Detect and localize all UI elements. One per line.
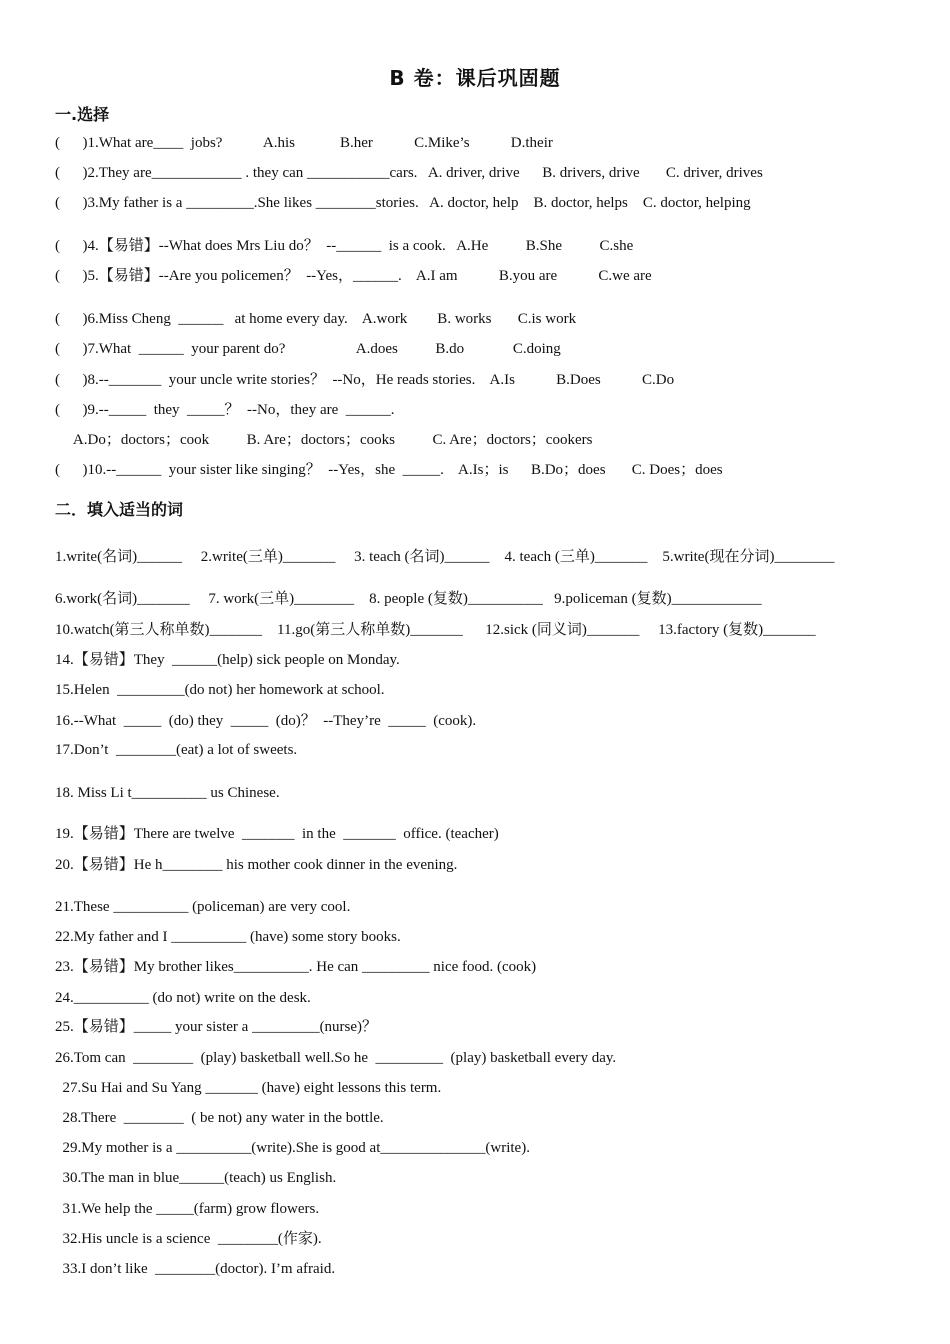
question-fill-26: 26.Tom can ________ (play) basketball well.So he _________ (play) basketball every day.: [55, 1050, 617, 1066]
question-fill-27: 27.Su Hai and Su Yang _______ (have) eight lessons this term.: [55, 1080, 442, 1096]
section-heading-choice: 一.选择: [55, 105, 110, 124]
question-choice-10: ( )10.--______ your sister like singing？ --Yes，she _____. A.Is；is B.Do；does C. Does；does: [55, 462, 723, 478]
question-fill-14: 14.【易错】They ______(help) sick people on Monday.: [55, 652, 400, 668]
question-choice-6: ( )6.Miss Cheng ______ at home every day. A.work B. works C.is work: [55, 311, 577, 327]
question-fill-30: 30.The man in blue______(teach) us English.: [55, 1170, 337, 1186]
question-fill-31: 31.We help the _____(farm) grow flowers.: [55, 1201, 320, 1217]
question-fill-22: 22.My father and I __________ (have) some story books.: [55, 929, 401, 945]
question-choice-7: ( )7.What ______ your parent do? A.does B.do C.doing: [55, 341, 561, 357]
question-fill-29: 29.My mother is a __________(write).She is good at______________(write).: [55, 1140, 530, 1156]
question-choice-2: ( )2.They are____________ . they can ___________cars. A. driver, drive B. drivers, drive C. driver, drives: [55, 165, 763, 181]
question-fill-23: 23.【易错】My brother likes__________. He can _________ nice food. (cook): [55, 959, 537, 975]
question-choice-3: ( )3.My father is a _________.She likes ________stories. A. doctor, help B. doctor, helps C. doctor, helping: [55, 195, 751, 211]
page-title: B 卷：课后巩固题: [389, 66, 561, 90]
question-choice-1: ( )1.What are____ jobs? A.his B.her C.Mike’s D.their: [55, 135, 553, 151]
question-fill-15: 15.Helen _________(do not) her homework at school.: [55, 682, 385, 698]
question-choice-4: ( )4.【易错】--What does Mrs Liu do？ --______ is a cook. A.He B.She C.she: [55, 238, 634, 254]
section-heading-fill: 二．填入适当的词: [55, 500, 184, 519]
question-fill-19: 19.【易错】There are twelve _______ in the _______ office. (teacher): [55, 826, 499, 842]
question-fill-25: 25.【易错】_____ your sister a _________(nurse)？: [55, 1019, 378, 1035]
question-fill-17: 17.Don’t ________(eat) a lot of sweets.: [55, 742, 298, 758]
question-choice-9: ( )9.--_____ they _____？ --No，they are ______.: [55, 402, 395, 418]
question-fill-21: 21.These __________ (policeman) are very cool.: [55, 899, 351, 915]
question-fill-10-13: 10.watch(第三人称单数)_______ 11.go(第三人称单数)_______ 12.sick (同义词)_______ 13.factory (复数)_______: [55, 622, 816, 638]
question-fill-18: 18. Miss Li t__________ us Chinese.: [55, 785, 280, 801]
question-choice-8: ( )8.--_______ your uncle write stories？ --No，He reads stories. A.Is B.Does C.Do: [55, 372, 675, 388]
question-choice-9-options: A.Do；doctors；cook B. Are；doctors；cooks C. Are；doctors；cookers: [55, 432, 593, 448]
question-fill-1-5: 1.write(名词)______ 2.write(三单)_______ 3. teach (名词)______ 4. teach (三单)_______ 5.write(现在分词)________: [55, 549, 835, 565]
question-fill-28: 28.There ________ ( be not) any water in the bottle.: [55, 1110, 384, 1126]
question-fill-20: 20.【易错】He h________ his mother cook dinner in the evening.: [55, 857, 458, 873]
question-choice-5: ( )5.【易错】--Are you policemen？ --Yes，______. A.I am B.you are C.we are: [55, 268, 652, 284]
question-fill-33: 33.I don’t like ________(doctor). I’m afraid.: [55, 1261, 336, 1277]
question-fill-16: 16.--What _____ (do) they _____ (do)？ --They’re _____ (cook).: [55, 713, 477, 729]
question-fill-32: 32.His uncle is a science ________(作家).: [55, 1231, 322, 1247]
question-fill-24: 24.__________ (do not) write on the desk.: [55, 990, 311, 1006]
question-fill-6-9: 6.work(名词)_______ 7. work(三单)________ 8. people (复数)__________ 9.policeman (复数)____________: [55, 591, 762, 607]
